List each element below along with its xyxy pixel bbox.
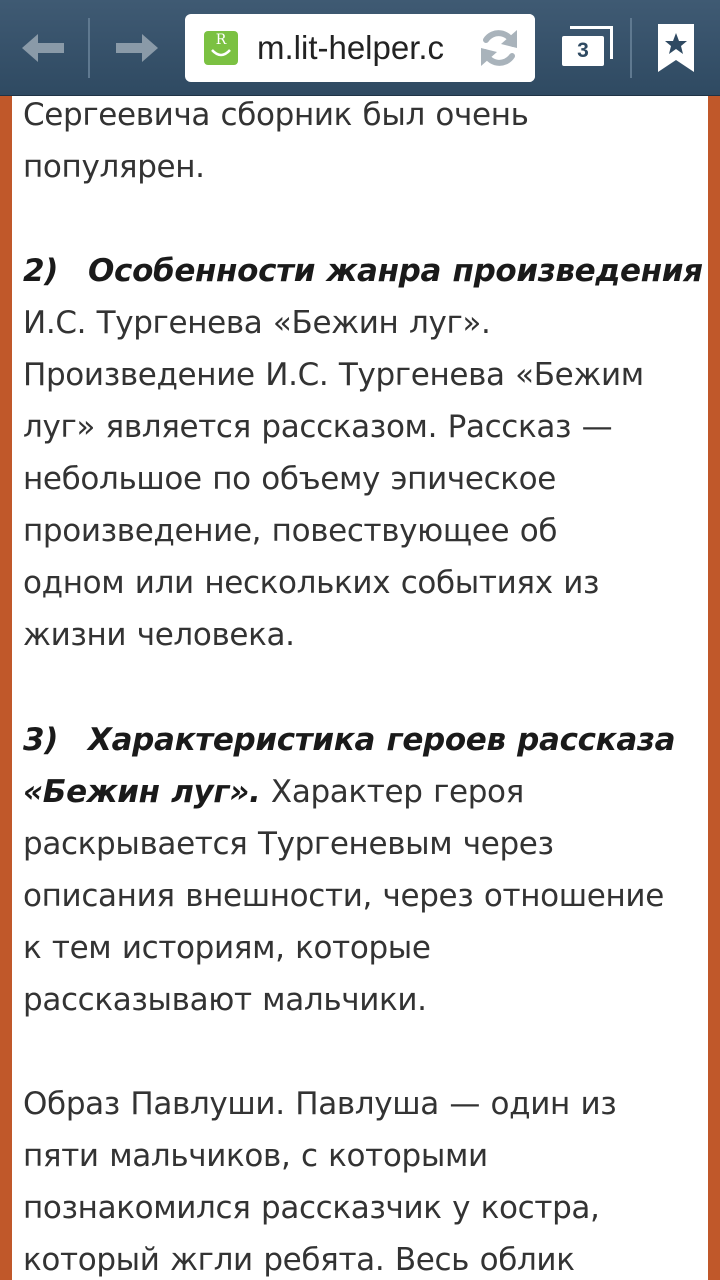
back-arrow-icon <box>22 32 66 64</box>
text-line: И.С. Тургенева «Бежин луг». <box>23 305 491 341</box>
section-3-paragraph <box>23 714 695 1026</box>
text-line: который жгли ребята. Весь облик <box>23 1242 575 1278</box>
text-line: Сергеевича сборник был очень <box>23 97 529 133</box>
browser-toolbar <box>0 0 720 96</box>
text-line: произведение, повествующее об <box>23 513 558 549</box>
back-button[interactable] <box>0 0 88 96</box>
section-title: Особенности жанра произведения <box>88 253 703 289</box>
tabs-button[interactable] <box>548 16 620 80</box>
section-title-continued: «Бежин луг». <box>23 774 261 810</box>
section-number: 2) <box>23 253 59 289</box>
favicon-letter: R <box>215 32 227 48</box>
page-content <box>12 96 708 1280</box>
text-line: описания внешности, через отношение <box>23 878 664 914</box>
intro-paragraph <box>23 96 695 193</box>
text-line: рассказывают мальчики. <box>23 982 427 1018</box>
section-2-heading <box>23 245 703 297</box>
text-line: луг» является рассказом. Рассказ — <box>23 409 613 445</box>
url-text[interactable]: m.lit-helper.c <box>257 29 445 66</box>
tab-count-badge: 3 <box>562 36 604 66</box>
text-line: популярен. <box>23 149 205 185</box>
text-line: одном или нескольких событиях из <box>23 565 600 601</box>
text-line: Образ Павлуши. Павлуша — один из <box>23 1086 617 1122</box>
section-2-paragraph <box>23 245 703 661</box>
favicon-icon <box>204 31 238 65</box>
toolbar-divider <box>630 18 632 78</box>
address-bar[interactable] <box>185 14 535 82</box>
toolbar-divider <box>88 18 90 78</box>
text-line: жизни человека. <box>23 617 295 653</box>
pavlusha-paragraph <box>23 1078 695 1280</box>
text-fragment: Характер героя <box>260 774 524 810</box>
text-line: к тем историям, которые <box>23 930 431 966</box>
section-3-heading <box>23 714 695 766</box>
text-line: раскрывается Тургеневым через <box>23 826 554 862</box>
text-line: небольшое по объему эпическое <box>23 461 556 497</box>
bookmark-star-icon <box>658 24 694 72</box>
reload-icon[interactable] <box>477 26 521 70</box>
text-line: познакомился рассказчик у костра, <box>23 1190 600 1226</box>
text-line <box>23 766 695 818</box>
text-line: Произведение И.С. Тургенева «Бежим <box>23 357 644 393</box>
forward-button[interactable] <box>92 0 180 96</box>
section-number: 3) <box>23 722 59 758</box>
bookmark-button[interactable] <box>640 0 720 96</box>
section-title: Характеристика героев рассказа <box>88 722 676 758</box>
text-line: пяти мальчиков, с которыми <box>23 1138 488 1174</box>
forward-arrow-icon <box>114 32 158 64</box>
